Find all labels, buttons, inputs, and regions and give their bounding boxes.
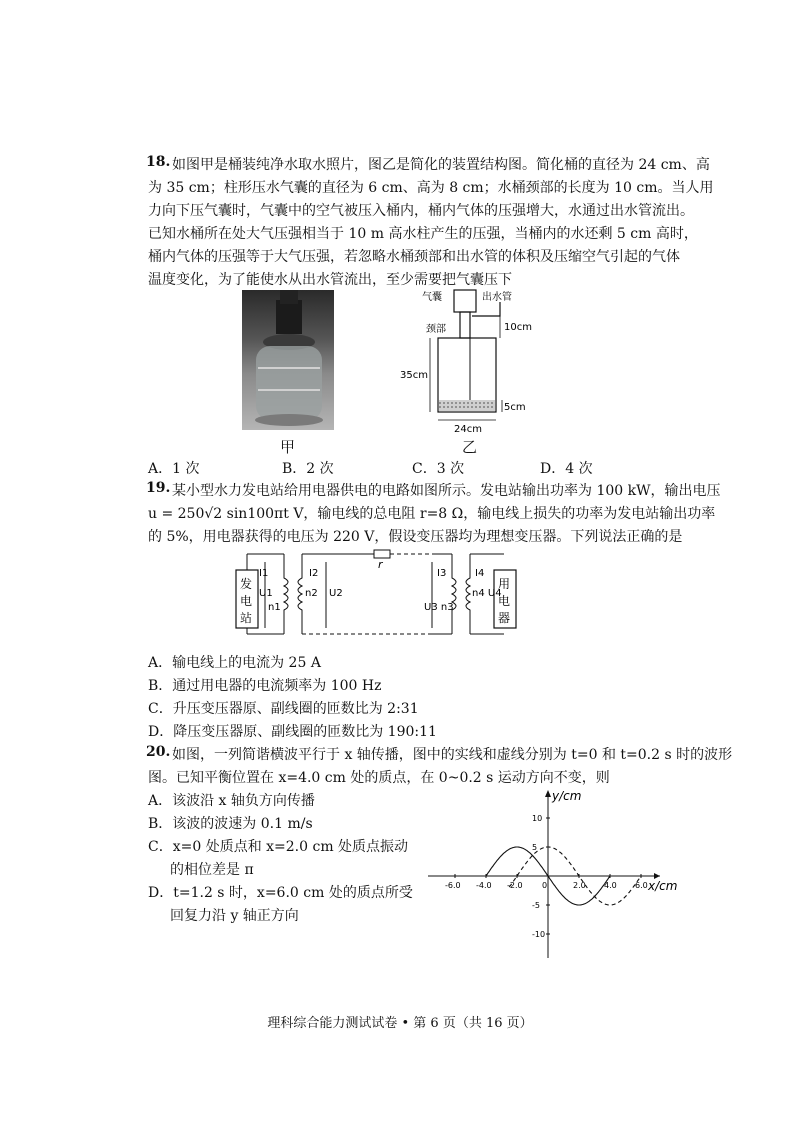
label-I3: I3 — [437, 568, 447, 579]
q20-option-d[interactable]: D．t=1.2 s 时，x=6.0 cm 处的质点所受 — [148, 885, 413, 901]
y-tick-label: -5 — [532, 901, 540, 910]
label-n2: n2 — [305, 588, 318, 599]
x-tick-label: 6.0 — [635, 881, 648, 890]
figure-b-caption: 乙 — [462, 438, 478, 456]
question-number: 20. — [146, 744, 171, 760]
neck-shape — [460, 312, 470, 338]
airbag-shape — [454, 290, 476, 312]
water-bucket-photo — [242, 290, 334, 430]
label-n1: n1 — [268, 602, 281, 613]
x-tick-label: -4.0 — [476, 881, 492, 890]
station-label-1: 发 — [240, 577, 253, 591]
q20-option-a[interactable]: A．该波沿 x 轴负方向传播 — [148, 793, 315, 809]
station-label-2: 电 — [240, 594, 253, 608]
x-tick-label: -6.0 — [445, 881, 461, 890]
question-number: 18. — [146, 154, 171, 170]
label-I2: I2 — [309, 568, 319, 579]
y-tick-label: -10 — [532, 930, 546, 939]
appliance-label-3: 器 — [498, 611, 511, 625]
label-U3n3: U3 n3 — [424, 602, 454, 613]
q18-line-3: 力向下压气囊时，气囊中的空气被压入桶内，桶内气体的压强增大，水通过出水管流出。 — [148, 203, 694, 219]
station-label-3: 站 — [240, 611, 253, 625]
width-24-label: 24cm — [454, 424, 482, 435]
q19-line-2: u = 250√2 sin100πt V，输电线的总电阻 r=8 Ω，输电线上损失的功率为发电站输出功率 — [148, 506, 716, 522]
line-resistor — [374, 550, 390, 558]
y-axis-label: y/cm — [552, 789, 582, 803]
x-axis-label: x/cm — [648, 879, 678, 893]
q18-line-5: 桶内气体的压强等于大气压强，若忽略水桶颈部和出水管的体积及压缩空气引起的气体 — [148, 249, 680, 265]
height-5-label: 5cm — [504, 402, 526, 413]
wave-graph — [420, 784, 682, 962]
q18-option-a[interactable]: A．1 次 — [148, 461, 200, 477]
label-U1: U1 — [259, 588, 273, 599]
airbag-label: 气囊 — [422, 292, 442, 303]
x-tick-label: 2.0 — [573, 881, 586, 890]
q18-option-b[interactable]: B．2 次 — [282, 461, 334, 477]
q19-line-1: 某小型水力发电站给用电器供电的电路如图所示。发电站输出功率为 100 kW，输出电压 — [172, 483, 721, 499]
x-tick-label: -2.0 — [507, 881, 523, 890]
outlet-label: 出水管 — [482, 292, 512, 303]
y-axis-arrow — [545, 790, 551, 797]
question-number: 19. — [146, 480, 171, 496]
neck-label: 颈部 — [426, 324, 446, 335]
x-tick-label: 4.0 — [604, 881, 617, 890]
appliance-label-1: 用 — [498, 577, 511, 591]
q19-option-c[interactable]: C．升压变压器原、副线圈的匝数比为 2:31 — [148, 701, 419, 717]
q19-option-b[interactable]: B．通过用电器的电流频率为 100 Hz — [148, 678, 382, 694]
water-level — [439, 400, 495, 411]
q18-option-d[interactable]: D．4 次 — [540, 461, 593, 477]
label-I4: I4 — [475, 568, 485, 579]
q18-option-c[interactable]: C．3 次 — [412, 461, 465, 477]
q20-option-c-cont: 的相位差是 π — [170, 862, 254, 878]
q18-line-6: 温度变化，为了能使水从出水管流出，至少需要把气囊压下 — [148, 272, 512, 288]
label-n4U4: n4 U4 — [472, 588, 502, 599]
y-tick-label: 5 — [532, 843, 538, 852]
x-tick-label: 0 — [542, 881, 548, 890]
label-r: r — [378, 558, 383, 571]
bucket-illustration — [242, 290, 334, 430]
figure-a-caption: 甲 — [280, 438, 296, 456]
q20-option-d-cont: 回复力沿 y 轴正方向 — [170, 908, 299, 924]
q18-line-4: 已知水桶所在处大气压强相当于 10 m 高水柱产生的压强，当桶内的水还剩 5 cm 高时， — [148, 226, 698, 242]
appliance-label-2: 电 — [498, 594, 511, 608]
q19-option-d[interactable]: D．降压变压器原、副线圈的匝数比为 190:11 — [148, 724, 437, 740]
power-transmission-circuit — [232, 548, 532, 638]
bucket-structure-diagram — [400, 286, 570, 436]
height-10-label: 10cm — [504, 322, 532, 333]
q20-line-2: 图。已知平衡位置在 x=4.0 cm 处的质点，在 0~0.2 s 运动方向不变，则 — [148, 770, 610, 786]
label-U2: U2 — [329, 588, 343, 599]
q18-line-2: 为 35 cm；柱形压水气囊的直径为 6 cm、高为 8 cm；水桶颈部的长度为 10 cm。当人用 — [148, 180, 714, 196]
q20-option-b[interactable]: B．该波的波速为 0.1 m/s — [148, 816, 313, 832]
label-I1: I1 — [259, 568, 269, 579]
page-footer: 理科综合能力测试试卷 • 第 6 页（共 16 页） — [267, 1016, 533, 1031]
q18-line-1: 如图甲是桶装纯净水取水照片，图乙是简化的装置结构图。简化桶的直径为 24 cm、高 — [172, 157, 710, 173]
q20-line-1: 如图，一列简谐横波平行于 x 轴传播，图中的实线和虚线分别为 t=0 和 t=0.2 s 时的波形 — [172, 747, 733, 763]
y-tick-label: 10 — [532, 814, 543, 823]
q19-option-a[interactable]: A．输电线上的电流为 25 A — [148, 655, 321, 671]
height-35-label: 35cm — [400, 370, 428, 381]
q20-option-c[interactable]: C．x=0 处质点和 x=2.0 cm 处质点振动 — [148, 839, 409, 855]
q19-line-3: 的 5%，用电器获得的电压为 220 V，假设变压器均为理想变压器。下列说法正确的是 — [148, 529, 683, 545]
